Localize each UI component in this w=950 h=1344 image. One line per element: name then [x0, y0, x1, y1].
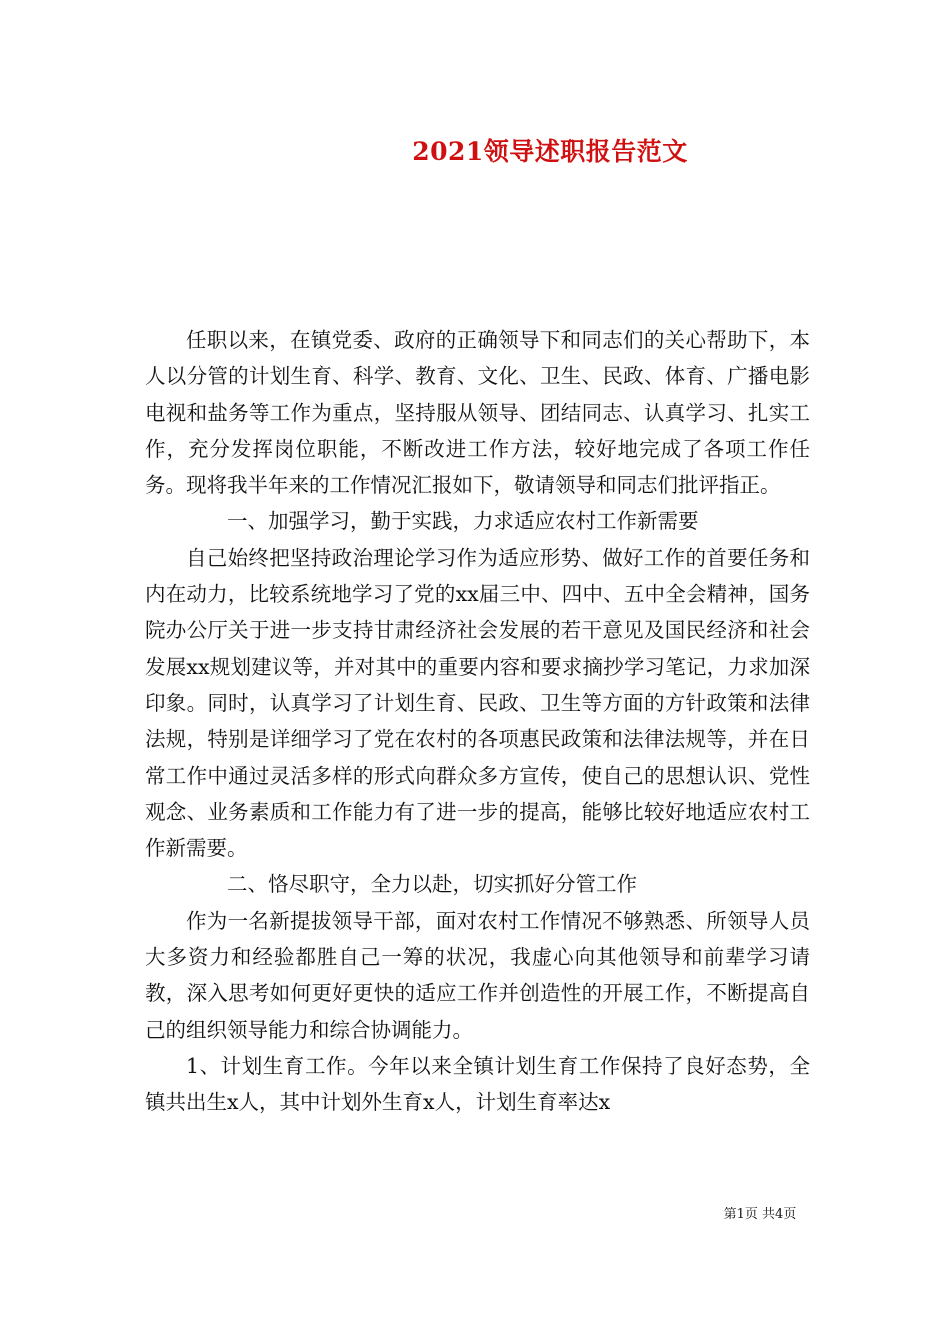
paragraph-study: 自己始终把坚持政治理论学习作为适应形势、做好工作的首要任务和内在动力，比较系统地学习了党的xx届三中、四中、五中全会精神，国务院办公厅关于进一步支持甘肃经济社会发展的若干意见及国民经济和社会发展xx规划建议等，并对其中的重要内容和要求摘抄学习笔记，力求加深印象。同时，认真学习了计划生育、民政、卫生等方面的方针政策和法律法规，特别是详细学习了党在农村的各项惠民政策和法律法规等，并在日常工作中通过灵活多样的形式向群众多方宣传，使自己的思想认识、党性观念、业务素质和工作能力有了进一步的提高，能够比较好地适应农村工作新需要。 [145, 545, 810, 861]
paragraph-intro: 任职以来，在镇党委、政府的正确领导下和同志们的关心帮助下，本人以分管的计划生育、科学、教育、文化、卫生、民政、体育、广播电影电视和盐务等工作为重点，坚持服从领导、团结同志、认真学习、扎实工作，充分发挥岗位职能，不断改进工作方法，较好地完成了各项工作任务。现将我半年来的工作情况汇报如下，敬请领导和同志们批评指正。 [145, 328, 810, 498]
document-title: 2021领导述职报告范文 [412, 137, 688, 166]
section-heading-1: 一、加强学习，勤于实践，力求适应农村工作新需要 [227, 509, 699, 534]
document-body [145, 322, 810, 1121]
page-number: 第1页 共4页 [723, 1207, 797, 1222]
section-heading-2: 二、恪尽职守，全力以赴，切实抓好分管工作 [227, 872, 637, 897]
paragraph-duties: 作为一名新提拔领导干部，面对农村工作情况不够熟悉、所领导人员大多资力和经验都胜自己一筹的状况，我虚心向其他领导和前辈学习请教，深入思考如何更好更快的适应工作并创造性的开展工作，不断提高自己的组织领导能力和综合协调能力。 [145, 908, 810, 1042]
paragraph-family-planning: 1、计划生育工作。今年以来全镇计划生育工作保持了良好态势，全镇共出生x人，其中计划外生育x人，计划生育率达x [145, 1053, 810, 1115]
